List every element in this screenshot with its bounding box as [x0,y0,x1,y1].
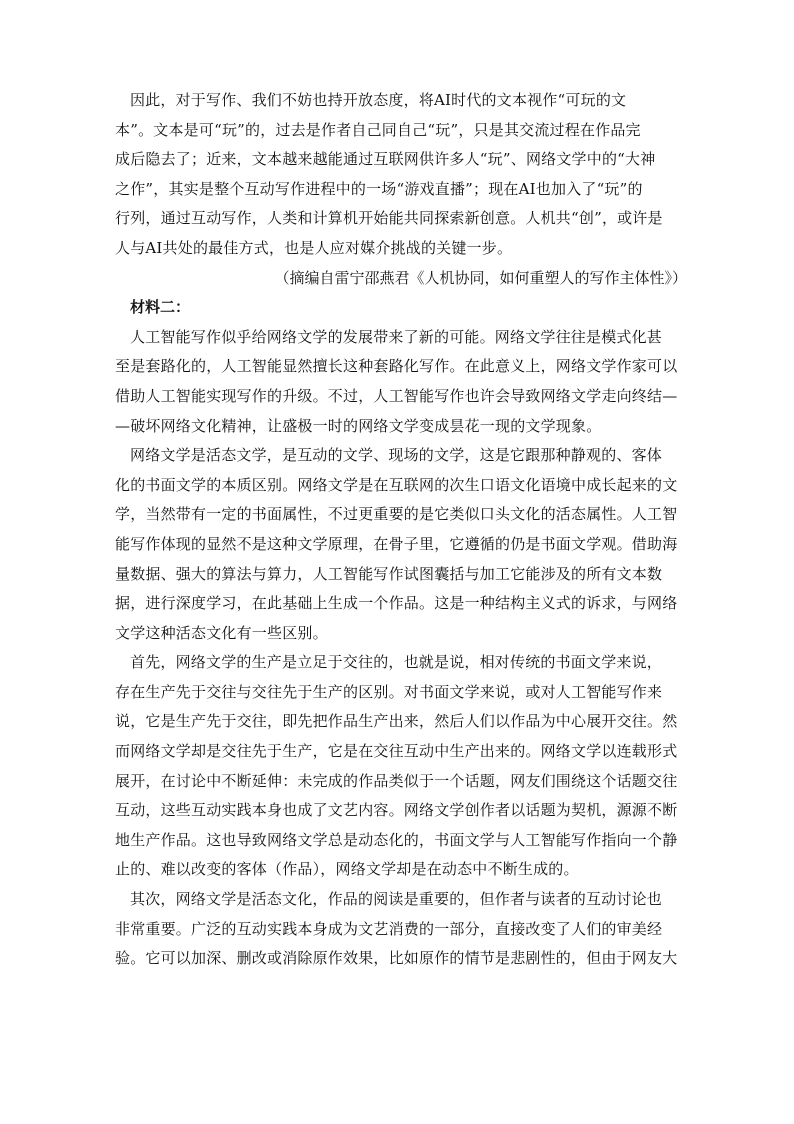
text-line: 本”。文本是可“玩”的，过去是作者自己同自己“玩”，只是其交流过程在作品完 [115,120,641,139]
text-line: 说，它是生产先于交往，即先把作品生产出来，然后人们以作品为中心展开交往。然 [115,712,678,731]
text-line: 地生产作品。这也导致网络文学总是动态化的，书面文学与人工智能写作指向一个静 [115,830,678,849]
text-line: 行列，通过互动写作，人类和计算机开始能共同探索新创意。人机共“创”，或许是 [115,209,663,228]
text-line: 之作”，其实是整个互动写作进程中的一场“游戏直播”；现在AI也加入了“玩”的 [115,179,643,198]
text-line: 验。它可以加深、删改或消除原作效果，比如原作的情节是悲剧性的，但由于网友大 [115,949,678,968]
text-line: 文学这种活态文化有一些区别。 [115,623,328,642]
paragraph-2 [115,441,695,648]
text-line: 借助人工智能实现写作的升级。不过，人工智能写作也许会导致网络文学走向终结— [115,386,678,405]
text-line: —破坏网络文化精神，让盛极一时的网络文学变成昙花一现的文学现象。 [115,416,602,435]
text-line: 首先，网络文学的生产是立足于交往的，也就是说，相对传统的书面文学来说， [130,653,663,672]
text-line: 成后隐去了；近来，文本越来越能通过互联网供许多人“玩”、网络文学中的“大神 [115,150,656,169]
paragraph-4 [115,885,695,974]
text-line: 学，当然带有一定的书面属性，不过更重要的是它类似口头文化的活态属性。人工智 [115,505,678,524]
paragraph-3 [115,648,695,885]
text-line: 因此，对于写作、我们不妨也持开放态度，将AI时代的文本视作“可玩的文 [130,91,627,109]
text-line: 人与AI共处的最佳方式，也是人应对媒介挑战的关键一步。 [115,238,513,257]
text-line: 其次，网络文学是活态文化，作品的阅读是重要的，但作者与读者的互动讨论也 [130,890,663,909]
text-line: 非常重要。广泛的互动实践本身成为文艺消费的一部分，直接改变了人们的审美经 [115,919,663,938]
text-line: 网络文学是活态文学，是互动的文学、现场的文学，这是它跟那种静观的、客体 [130,446,663,465]
text-line: 存在生产先于交往与交往先于生产的区别。对书面文学来说，或对人工智能写作来 [115,682,663,701]
intro-paragraph [115,86,695,264]
paragraph-1 [115,323,695,441]
section-heading: 材料二： [130,298,191,317]
text-line: 据，进行深度学习，在此基础上生成一个作品。这是一种结构主义式的诉求，与网络 [115,594,678,613]
document-body [115,86,695,974]
text-line: 而网络文学却是交往先于生产，它是在交往互动中生产出来的。网络文学以连载形式 [115,742,678,761]
text-line: 止的、难以改变的客体（作品），网络文学却是在动态中不断生成的。 [115,860,579,879]
text-line: 量数据、强大的算法与算力，人工智能写作试图囊括与加工它能涉及的所有文本数 [115,564,663,583]
text-line: 互动，这些互动实践本身也成了文艺内容。网络文学创作者以话题为契机，源源不断 [115,801,678,820]
text-line: 化的书面文学的本质区别。网络文学是在互联网的次生口语文化语境中成长起来的文 [115,475,678,494]
text-line: 展开，在讨论中不断延伸：未完成的作品类似于一个话题，网友们围绕这个话题交往 [115,771,678,790]
text-line: 能写作体现的显然不是这种文学原理，在骨子里，它遵循的仍是书面文学观。借助海 [115,534,678,553]
text-line: 至是套路化的，人工智能显然擅长这种套路化写作。在此意义上，网络文学作家可以 [115,357,678,376]
source-citation: （摘编自雷宁邵燕君《人机协同，如何重塑人的写作主体性》） [274,268,687,287]
text-line: 人工智能写作似乎给网络文学的发展带来了新的可能。网络文学往往是模式化甚 [130,327,663,346]
